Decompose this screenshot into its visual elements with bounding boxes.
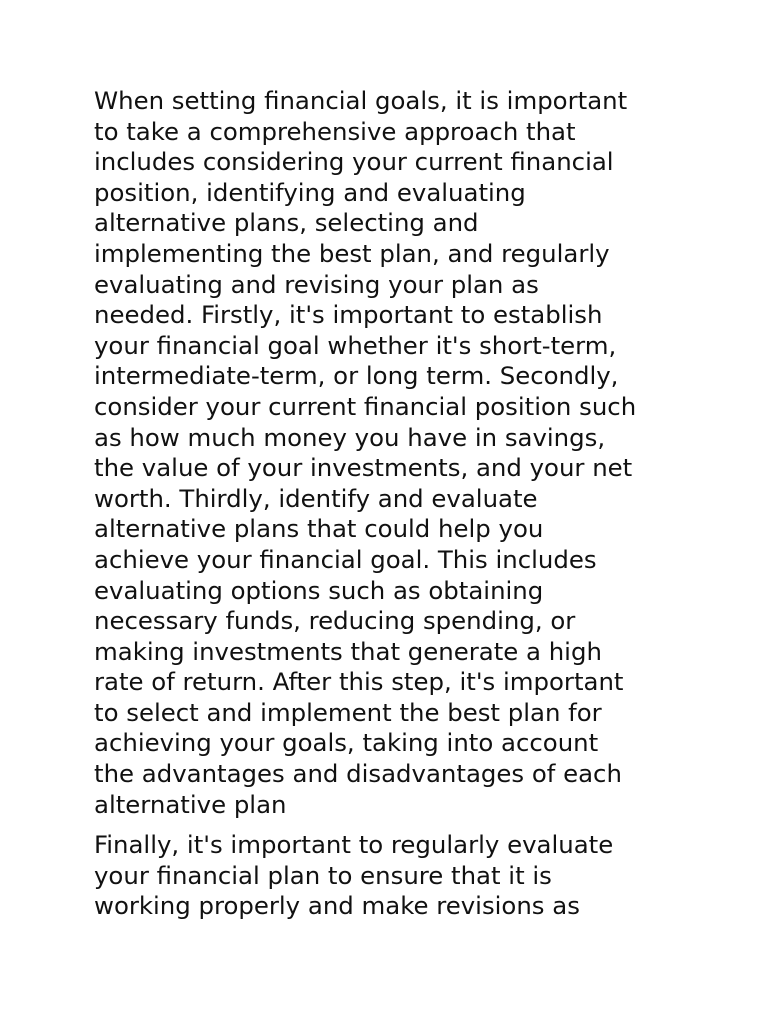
text-line: necessary funds, reducing spending, or (94, 606, 576, 636)
text-line: rate of return. After this step, it's important (94, 667, 624, 697)
text-line: working properly and make revisions as (94, 891, 580, 921)
text-line: alternative plans, selecting and (94, 208, 479, 238)
text-line: includes considering your current financial (94, 147, 614, 177)
text-line: Finally, it's important to regularly evaluate (94, 830, 614, 860)
text-line: alternative plan (94, 789, 287, 819)
text-line: achieving your goals, taking into account (94, 728, 599, 758)
text-line: evaluating options such as obtaining (94, 575, 544, 605)
text-line: implementing the best plan, and regularly (94, 238, 610, 268)
paragraph-spacer (94, 820, 674, 830)
paragraph-1 (94, 86, 674, 820)
text-line: worth. Thirdly, identify and evaluate (94, 483, 538, 513)
text-line: alternative plans that could help you (94, 514, 544, 544)
text-line: your financial goal whether it's short-term, (94, 330, 617, 360)
text-line: needed. Firstly, it's important to establish (94, 300, 603, 330)
text-line: to take a comprehensive approach that (94, 116, 576, 146)
text-line: the value of your investments, and your net (94, 453, 633, 483)
text-line: as how much money you have in savings, (94, 422, 606, 452)
text-line: making investments that generate a high (94, 636, 602, 666)
text-line: When setting financial goals, it is important (94, 86, 628, 115)
text-line: achieve your financial goal. This includes (94, 544, 597, 574)
text-line: intermediate-term, or long term. Secondly, (94, 361, 619, 391)
text-line: the advantages and disadvantages of each (94, 759, 622, 789)
text-line: to select and implement the best plan for (94, 697, 602, 727)
text-line: position, identifying and evaluating (94, 177, 526, 207)
paragraph-2 (94, 830, 674, 922)
text-line: your financial plan to ensure that it is (94, 860, 552, 890)
text-line: consider your current financial position such (94, 391, 637, 421)
text-line: evaluating and revising your plan as (94, 269, 539, 299)
document-body (94, 86, 674, 922)
